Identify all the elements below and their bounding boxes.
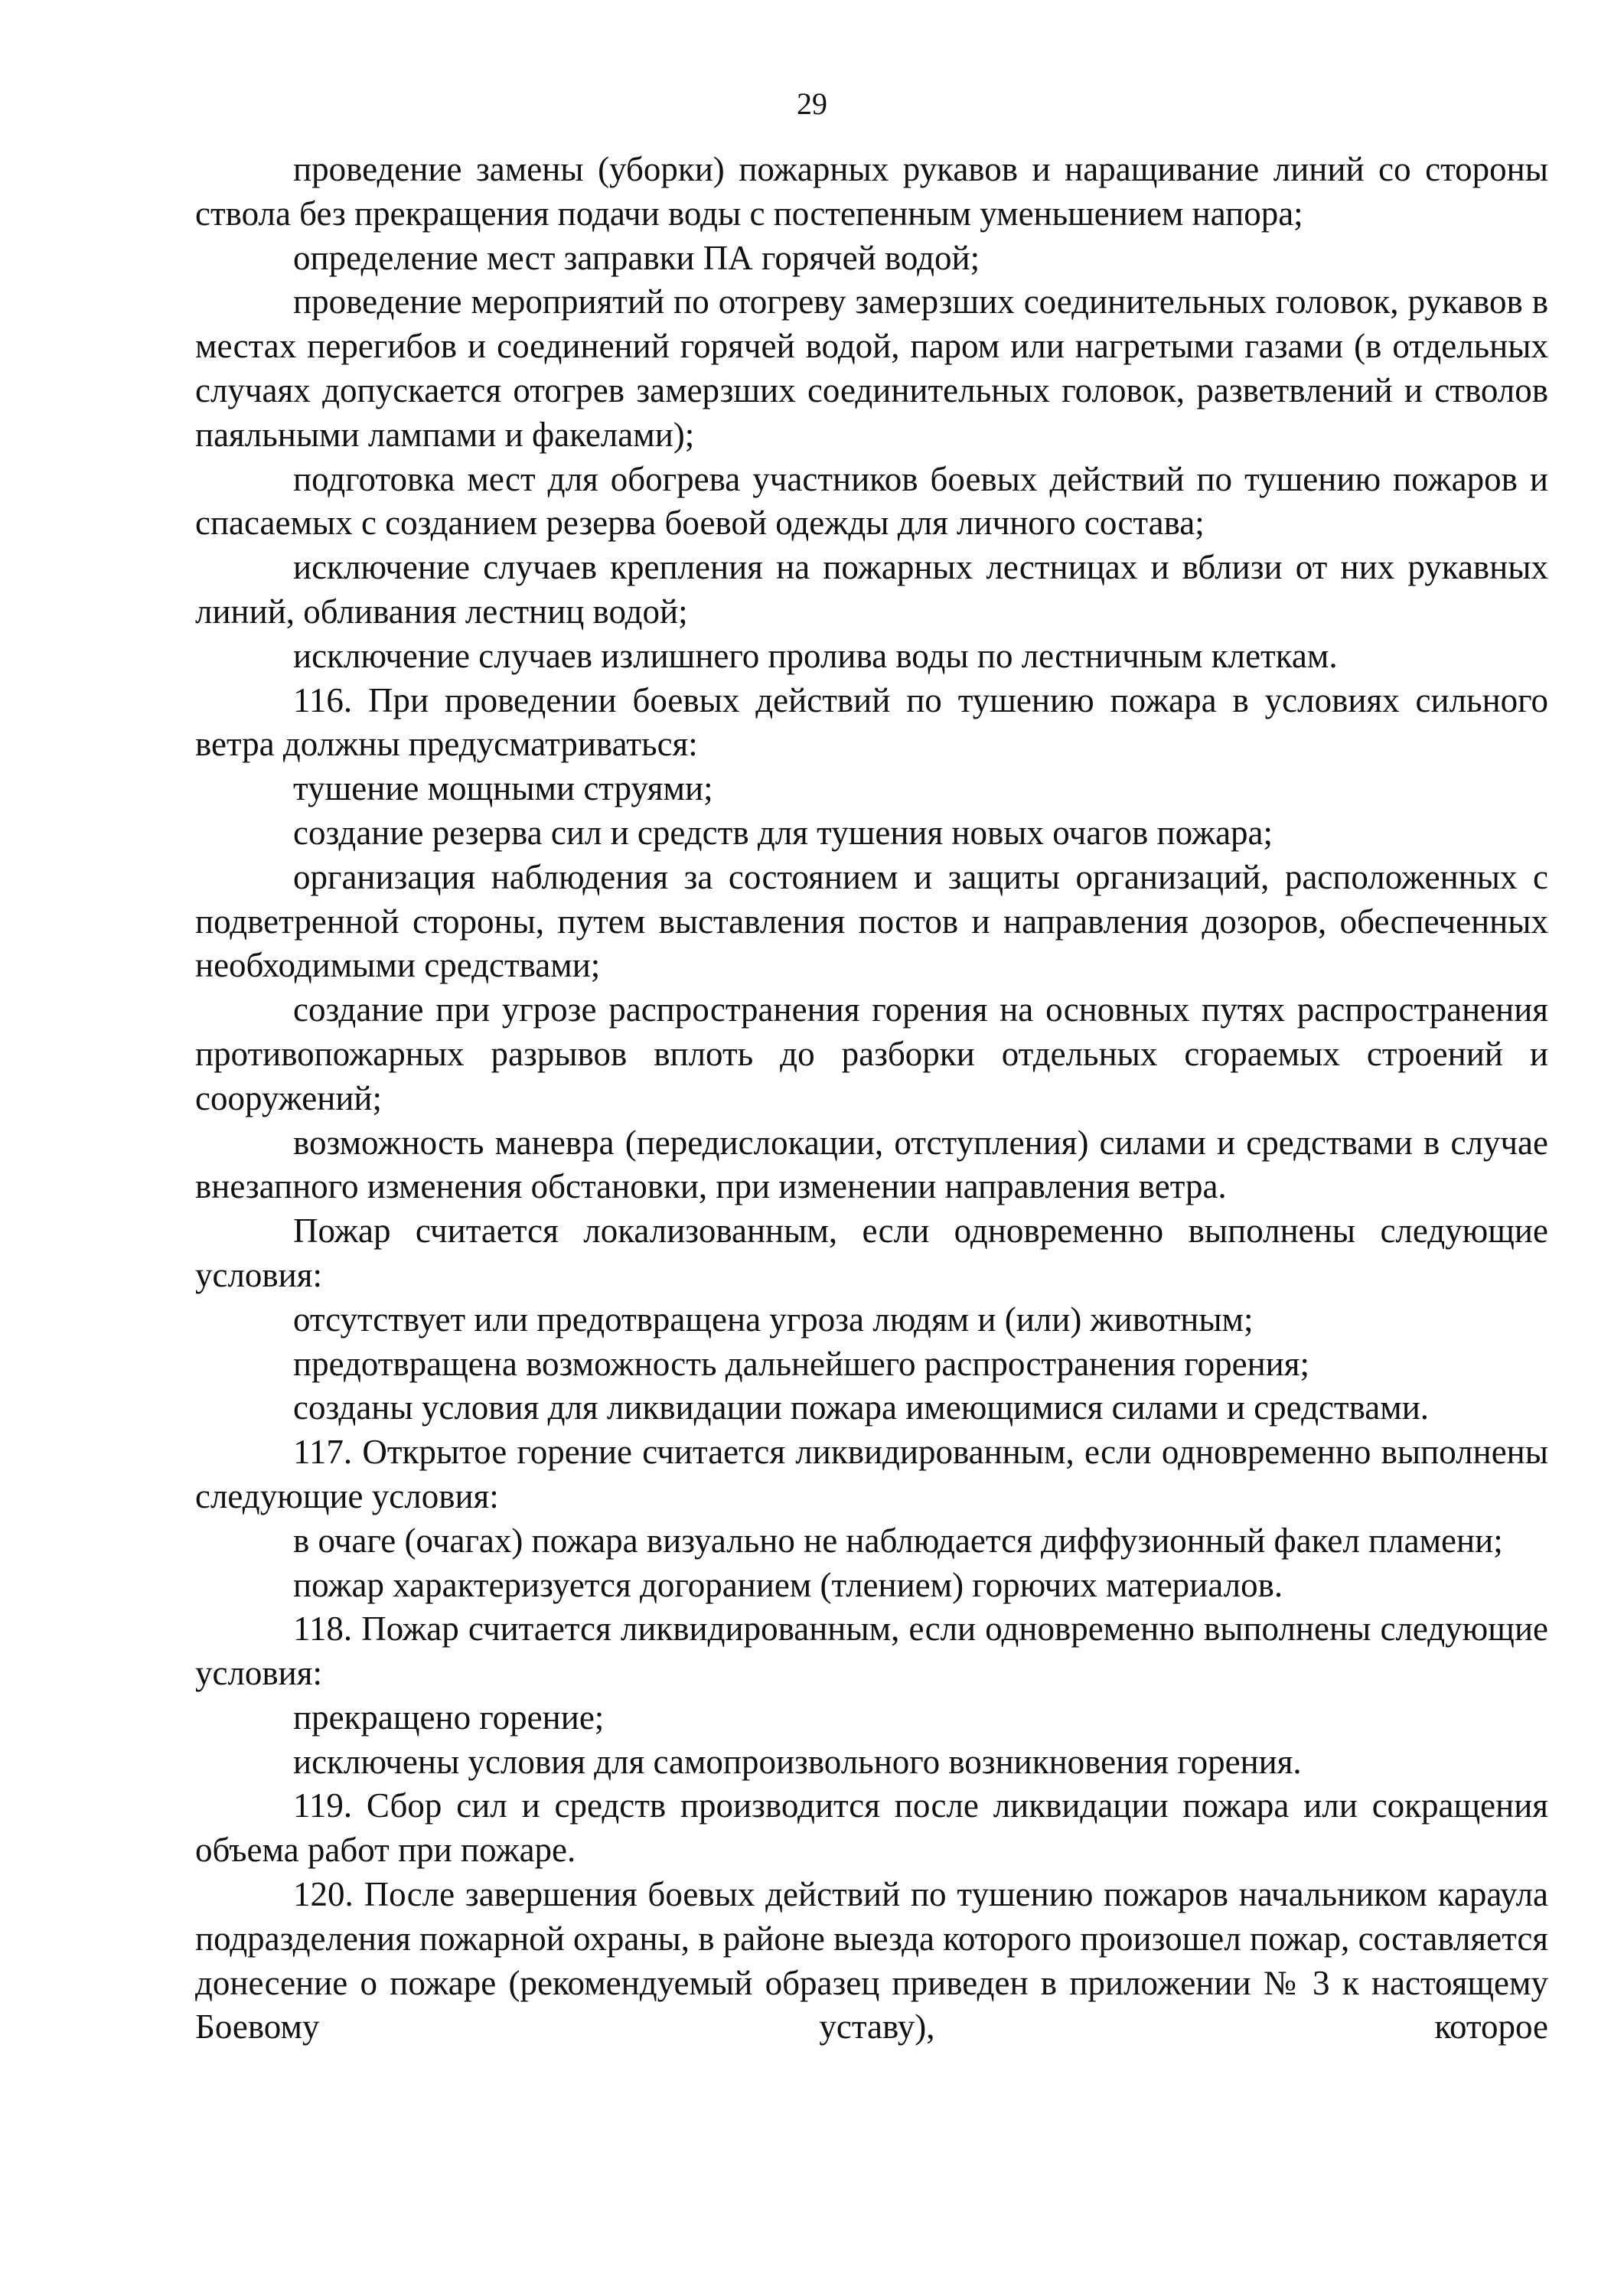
paragraph: создание при угрозе распространения горения на основных путях распространения противопожарных разрывов вплоть до разборки отдельных сгораемых строений и сооружений; — [195, 990, 1548, 1117]
paragraph: исключение случаев излишнего пролива воды по лестничным клеткам. — [293, 636, 1338, 675]
paragraph: 118. Пожар считается ликвидированным, если одновременно выполнены следующие условия: — [195, 1609, 1548, 1693]
paragraph: определение мест заправки ПА горячей водой; — [293, 238, 980, 277]
paragraph: подготовка мест для обогрева участников боевых действий по тушению пожаров и спасаемых с созданием резерва боевой одежды для личного состава; — [195, 459, 1548, 543]
paragraph: исключение случаев крепления на пожарных лестницах и вблизи от них рукавных линий, обливания лестниц водой; — [195, 548, 1548, 631]
paragraph: 119. Сбор сил и средств производится после ликвидации пожара или сокращения объема работ при пожаре. — [195, 1786, 1548, 1870]
paragraph: 120. После завершения боевых действий по тушению пожаров начальником караула подразделения пожарной охраны, в районе выезда которого произошел пожар, составляется донесение о пожаре (рекомендуемый образец приведен в приложении № 3 к настоящему Боевому уставу), которое — [195, 1875, 1548, 2047]
document-body — [195, 148, 1548, 2050]
paragraph: создание резерва сил и средств для тушения новых очагов пожара; — [293, 813, 1273, 852]
paragraph: Пожар считается локализованным, если одновременно выполнены следующие условия: — [195, 1212, 1548, 1294]
paragraph: прекращено горение; — [293, 1698, 605, 1737]
paragraph: тушение мощными струями; — [293, 769, 713, 808]
paragraph: проведение мероприятий по отогреву замерзших соединительных головок, рукавов в местах перегибов и соединений горячей водой, паром или нагретыми газами (в отдельных случаях допускается отогрев замерзших соединительных головок, разветвлений и стволов паяльными лампами и факелами); — [195, 282, 1548, 454]
paragraph: организация наблюдения за состоянием и защиты организаций, расположенных с подветренной стороны, путем выставления постов и направления дозоров, обеспеченных необходимыми средствами; — [195, 857, 1548, 985]
paragraph: отсутствует или предотвращена угроза людям и (или) животным; — [293, 1300, 1254, 1339]
paragraph: исключены условия для самопроизвольного возникновения горения. — [293, 1742, 1302, 1781]
paragraph: 116. При проведении боевых действий по тушению пожара в условиях сильного ветра должны предусматриваться: — [195, 680, 1548, 764]
paragraph: 117. Открытое горение считается ликвидированным, если одновременно выполнены следующие условия: — [195, 1433, 1548, 1515]
paragraph: проведение замены (уборки) пожарных рукавов и наращивание линий со стороны ствола без прекращения подачи воды с постепенным уменьшением напора; — [195, 150, 1548, 233]
paragraph: возможность маневра (передислокации, отступления) силами и средствами в случае внезапного изменения обстановки, при изменении направления ветра. — [195, 1123, 1548, 1206]
paragraph: созданы условия для ликвидации пожара имеющимися силами и средствами. — [293, 1388, 1430, 1427]
page-number: 29 — [797, 86, 827, 121]
paragraph: в очаге (очагах) пожара визуально не наблюдается диффузионный факел пламени; — [293, 1521, 1503, 1560]
paragraph: предотвращена возможность дальнейшего распространения горения; — [293, 1344, 1309, 1383]
paragraph: пожар характеризуется догоранием (тлением) горючих материалов. — [293, 1565, 1283, 1604]
